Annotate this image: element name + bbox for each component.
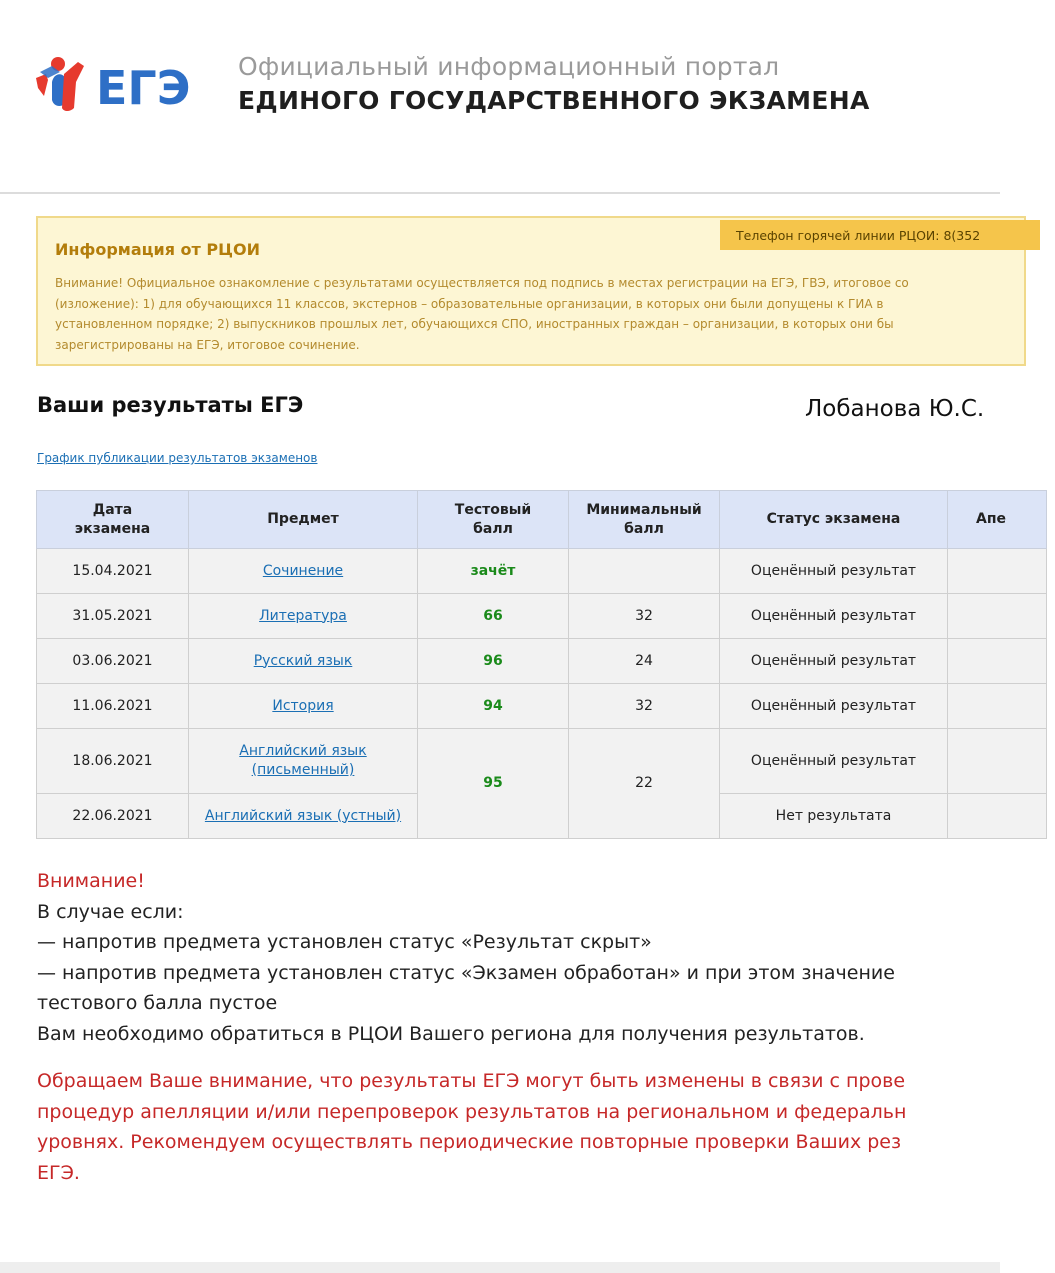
test-score: 95 <box>418 729 569 839</box>
subject-cell <box>189 684 418 729</box>
subject-cell <box>189 794 418 839</box>
info-line: зарегистрированы на ЕГЭ, итоговое сочинение. <box>55 337 360 352</box>
appeal-cell <box>948 549 1047 594</box>
col-subject-header: Предмет <box>189 491 418 549</box>
results-table <box>36 490 1047 839</box>
table-row <box>37 684 1047 729</box>
col-status-header: Статус экзамена <box>720 491 948 549</box>
info-line: установленном порядке; 2) выпускников прошлых лет, обучающихся СПО, иностранных граждан – организации, в которых они бы <box>55 317 894 331</box>
test-score: 96 <box>418 639 569 684</box>
subject-link[interactable]: Английский язык (письменный) <box>239 743 367 778</box>
min-score: 32 <box>569 684 720 729</box>
col-appeal-header: Апе <box>948 491 1047 549</box>
subject-cell <box>189 549 418 594</box>
portal-title: ЕДИНОГО ГОСУДАРСТВЕННОГО ЭКЗАМЕНА <box>238 86 870 115</box>
warning-line: — напротив предмета установлен статус «Результат скрыт» <box>37 931 652 953</box>
subject-link[interactable]: Русский язык <box>253 652 353 669</box>
min-score: 24 <box>569 639 720 684</box>
results-title: Ваши результаты ЕГЭ <box>37 393 304 417</box>
subject-link[interactable]: Литература <box>259 607 347 624</box>
student-name: Лобанова Ю.С. <box>805 396 985 422</box>
col-min-header: Минимальный балл <box>569 491 720 549</box>
exam-date: 18.06.2021 <box>37 729 189 794</box>
exam-date: 31.05.2021 <box>37 594 189 639</box>
table-row <box>37 549 1047 594</box>
exam-status: Оценённый результат <box>720 549 948 594</box>
exam-date: 15.04.2021 <box>37 549 189 594</box>
exam-status: Оценённый результат <box>720 639 948 684</box>
results-change-note <box>37 1066 1037 1188</box>
warning-block <box>37 866 1000 1049</box>
note-line: процедур апелляции и/или перепроверок результатов на региональном и федеральн <box>37 1100 907 1123</box>
exam-status: Оценённый результат <box>720 684 948 729</box>
warning-heading: Внимание! <box>37 870 145 892</box>
logo-text: ЕГЭ <box>96 61 191 115</box>
exam-status: Оценённый результат <box>720 729 948 794</box>
exam-status: Нет результата <box>720 794 948 839</box>
exam-date: 03.06.2021 <box>37 639 189 684</box>
subject-cell <box>189 639 418 684</box>
note-line: Обращаем Ваше внимание, что результаты ЕГЭ могут быть изменены в связи с прове <box>37 1070 906 1092</box>
subject-link[interactable]: Английский язык (устный) <box>204 807 402 824</box>
test-score: 66 <box>418 594 569 639</box>
note-line: уровнях. Рекомендуем осуществлять периодические повторные проверки Ваших рез <box>37 1131 902 1153</box>
hotline-badge: Телефон горячей линии РЦОИ: 8(352 <box>720 220 1040 250</box>
exam-date: 11.06.2021 <box>37 684 189 729</box>
appeal-cell <box>948 729 1047 794</box>
table-header-row <box>37 491 1047 549</box>
exam-date: 22.06.2021 <box>37 794 189 839</box>
min-score: 32 <box>569 594 720 639</box>
subject-cell <box>189 594 418 639</box>
info-text <box>55 273 1055 355</box>
table-row <box>37 639 1047 684</box>
subject-link[interactable]: История <box>272 697 334 714</box>
appeal-cell <box>948 639 1047 684</box>
rcoi-info-box <box>36 216 1026 366</box>
footer-strip <box>0 1262 1000 1273</box>
col-date-header: Дата экзамена <box>37 491 189 549</box>
warning-line: В случае если: <box>37 900 184 923</box>
subject-cell <box>189 729 418 794</box>
ege-logo[interactable] <box>34 52 199 114</box>
warning-line: Вам необходимо обратиться в РЦОИ Вашего региона для получения результатов. <box>37 1022 865 1045</box>
note-line: ЕГЭ. <box>37 1161 80 1184</box>
info-line: Внимание! Официальное ознакомление с результатами осуществляется под подпись в местах регистрации на ЕГЭ, ГВЭ, итоговое со <box>55 276 909 290</box>
exam-status: Оценённый результат <box>720 594 948 639</box>
portal-subtitle: Официальный информационный портал <box>238 52 780 81</box>
appeal-cell <box>948 594 1047 639</box>
warning-line: — напротив предмета установлен статус «Экзамен обработан» и при этом значение тестового балла пустое <box>37 961 895 1014</box>
schedule-link[interactable]: График публикации результатов экзаменов <box>37 451 318 465</box>
appeal-cell <box>948 794 1047 839</box>
subject-link[interactable]: Сочинение <box>262 562 344 579</box>
info-title: Информация от РЦОИ <box>55 240 260 259</box>
min-score: 22 <box>569 729 720 839</box>
info-line: (изложение): 1) для обучающихся 11 классов, экстернов – образовательные организации, в которых они были допущены к ГИА в <box>55 296 884 311</box>
test-score: зачёт <box>418 549 569 594</box>
table-row <box>37 729 1047 794</box>
col-score-header: Тестовый балл <box>418 491 569 549</box>
test-score: 94 <box>418 684 569 729</box>
site-header <box>0 0 1000 194</box>
min-score <box>569 549 720 594</box>
table-row <box>37 594 1047 639</box>
appeal-cell <box>948 684 1047 729</box>
